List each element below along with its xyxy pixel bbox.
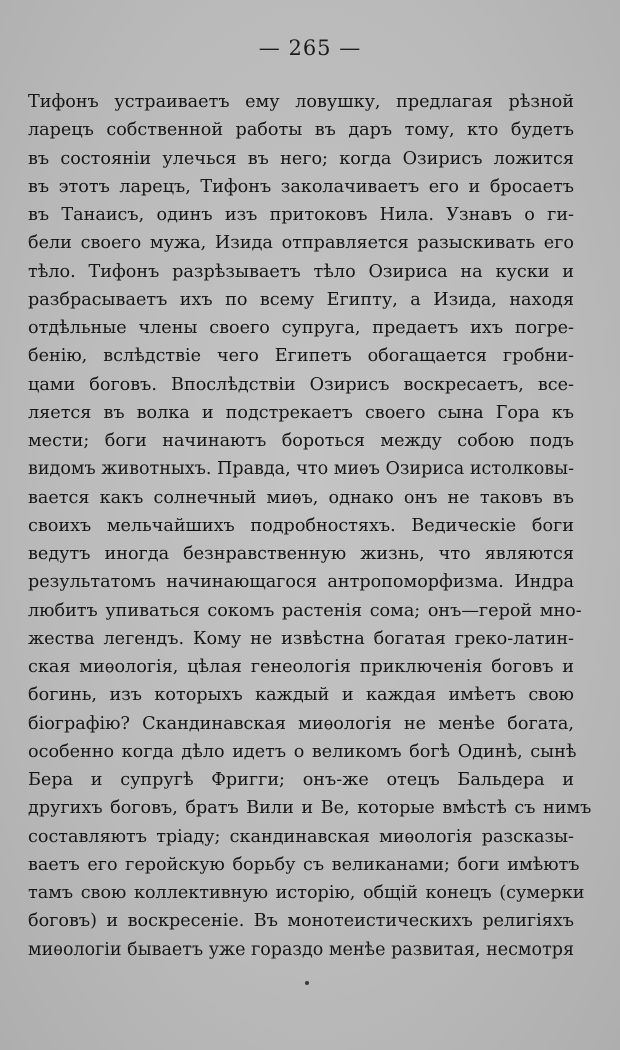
text-line: любитъ упиваться сокомъ растенія сома; онъ—герой мно- [28, 600, 582, 621]
text-line: мести; боги начинаютъ бороться между собою подъ [28, 431, 574, 451]
text-line: своихъ мельчайшихъ подробностяхъ. Ведическіе боги [28, 515, 574, 536]
text-line: боговъ) и воскресеніе. Въ монотеистическихъ религіяхъ [28, 911, 574, 932]
text-line: разбрасываетъ ихъ по всему Египту, а Изида, находя [28, 289, 574, 310]
text-line: ведутъ иногда безнравственную жизнь, что являются [28, 544, 574, 564]
text-line: Тифонъ устраиваетъ ему ловушку, предлагая рѣзной [28, 92, 574, 112]
text-line: другихъ боговъ, братъ Вили и Ве, которые вмѣстѣ съ нимъ [28, 798, 592, 819]
text-line: ларецъ собственной работы въ даръ тому, кто будетъ [28, 120, 574, 141]
text-line: результатомъ начинающагося антропоморфизма. Индра [28, 572, 574, 593]
text-line: біографію? Скандинавская миѳологія не менѣе богата, [28, 713, 574, 734]
text-line: бели своего мужа, Изида отправляется разыскивать его [28, 233, 574, 254]
body-text [28, 88, 592, 964]
text-line: тамъ свою коллективную исторію, общій конецъ (сумерки [28, 883, 585, 903]
text-line: ляется въ волка и подстрекаетъ своего сына Гора къ [28, 402, 574, 423]
page-number: — 265 — [258, 36, 362, 60]
text-line: составляютъ тріаду; скандинавская миѳологія разсказы- [28, 826, 574, 847]
text-line: ская миѳологія, цѣлая генеологія приключенія боговъ и [28, 657, 574, 677]
text-line: тѣло. Тифонъ разрѣзываетъ тѣло Озириса на куски и [28, 261, 574, 282]
text-line: Бера и супругѣ Фригги; онъ-же отецъ Бальдера и [28, 770, 574, 790]
text-line: богинь, изъ которыхъ каждый и каждая имѣетъ свою [28, 685, 574, 706]
print-speck [305, 981, 309, 985]
text-line: въ Танаисъ, одинъ изъ притоковъ Нила. Узнавъ о ги- [28, 205, 574, 225]
text-line: въ этотъ ларецъ, Тифонъ заколачиваетъ его и бросаетъ [28, 176, 574, 197]
text-line: жества легендъ. Кому не извѣстна богатая греко-латин- [28, 628, 574, 649]
text-line: ваетъ его геройскую борьбу съ великанами; боги имѣютъ [28, 854, 580, 875]
text-line: вается какъ солнечный миѳъ, однако онъ не таковъ въ [28, 487, 574, 508]
text-line: цами боговъ. Впослѣдствіи Озирисъ воскресаетъ, все- [28, 374, 574, 395]
text-line: отдѣльные члены своего супруга, предаетъ ихъ погре- [28, 318, 574, 338]
text-line: особенно когда дѣло идетъ о великомъ богѣ Одинѣ, сынѣ [28, 741, 577, 762]
text-line: бенію, вслѣдствіе чего Египетъ обогащается гробни- [28, 346, 574, 367]
text-line: въ состояніи улечься въ него; когда Озирисъ ложится [28, 148, 574, 169]
text-line: видомъ животныхъ. Правда, что миѳъ Озириса истолковы- [28, 459, 574, 480]
text-line: миѳологіи бываетъ уже гораздо менѣе развитая, несмотря [28, 939, 574, 960]
